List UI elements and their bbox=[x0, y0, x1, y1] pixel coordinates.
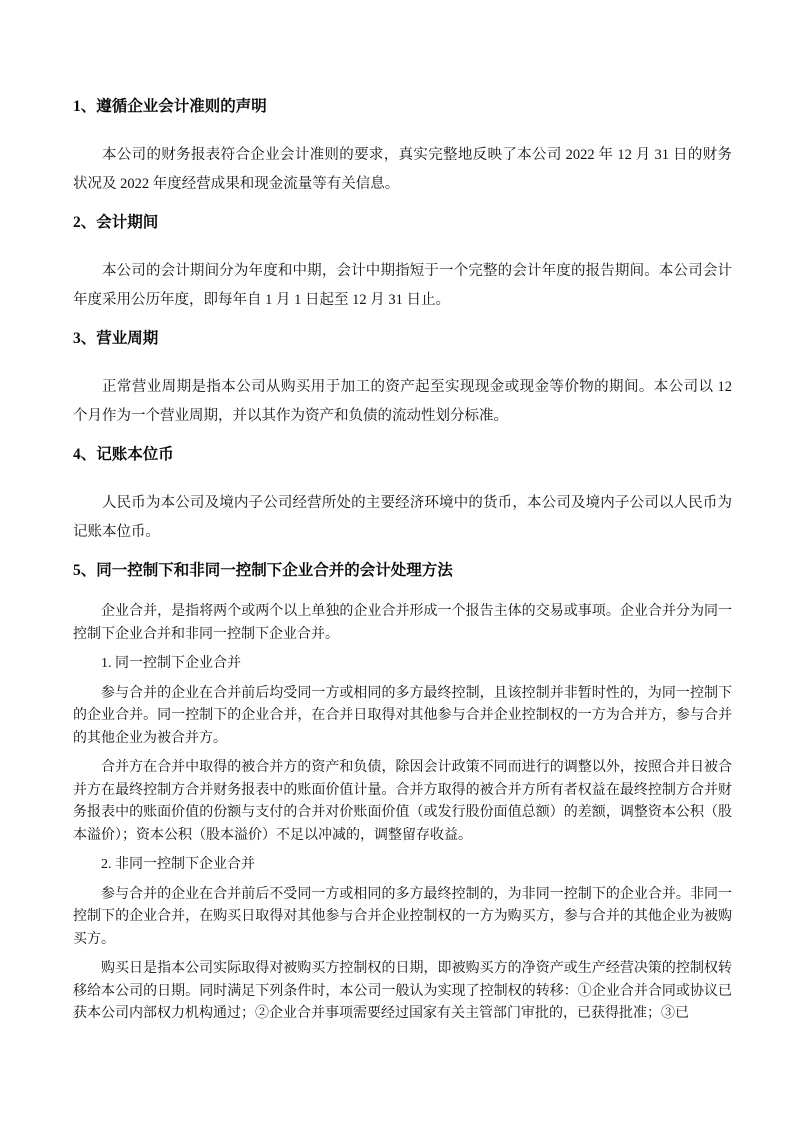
paragraph: 人民币为本公司及境内子公司经营所处的主要经济环境中的货币，本公司及境内子公司以人民币为记账本位币。 bbox=[73, 495, 732, 540]
paragraph: 合并方在合并中取得的被合并方的资产和负债，除因会计政策不同而进行的调整以外，按照合并日被合并方在最终控制方合并财务报表中的账面价值计量。合并方取得的被合并方所有者权益在最终控制方合并财务报表中的账面价值的份额与支付的合并对价账面价值（或发行股份面值总额）的差额，调整资本公积（股本溢价）；资本公积（股本溢价）不足以冲减的，调整留存收益。 bbox=[73, 760, 732, 843]
paragraph: 正常营业周期是指本公司从购买用于加工的资产起至实现现金或现金等价物的期间。本公司以 12 个月作为一个营业周期，并以其作为资产和负债的流动性划分标准。 bbox=[73, 379, 732, 424]
section-operating-cycle bbox=[73, 329, 732, 431]
paragraph: 参与合并的企业在合并前后不受同一方或相同的多方最终控制的，为非同一控制下的企业合并。非同一控制下的企业合并，在购买日取得对其他参与合并企业控制权的一方为购买方，参与合并的其他企业为被购买方。 bbox=[73, 886, 732, 947]
paragraph: 本公司的会计期间分为年度和中期，会计中期指短于一个完整的会计年度的报告期间。本公司会计年度采用公历年度，即每年自 1 月 1 日起至 12 月 31 日止。 bbox=[73, 263, 732, 308]
paragraph: 本公司的财务报表符合企业会计准则的要求，真实完整地反映了本公司 2022 年 12 月 31 日的财务状况及 2022 年度经营成果和现金流量等有关信息。 bbox=[73, 147, 732, 192]
paragraph: 参与合并的企业在合并前后均受同一方或相同的多方最终控制，且该控制并非暂时性的，为同一控制下的企业合并。同一控制下的企业合并，在合并日取得对其他参与合并企业控制权的一方为合并方，参与合并的其他企业为被合并方。 bbox=[73, 685, 732, 746]
section-business-combinations bbox=[73, 561, 732, 1026]
section-heading: 3、营业周期 bbox=[73, 330, 159, 347]
section-heading: 4、记账本位币 bbox=[73, 446, 174, 463]
section-functional-currency bbox=[73, 445, 732, 547]
section-heading: 2、会计期间 bbox=[73, 214, 159, 231]
section-accounting-standards-statement bbox=[73, 97, 732, 199]
paragraph: 企业合并，是指将两个或两个以上单独的企业合并形成一个报告主体的交易或事项。企业合并分为同一控制下企业合并和非同一控制下企业合并。 bbox=[73, 604, 732, 642]
paragraph: 购买日是指本公司实际取得对被购买方控制权的日期，即被购买方的净资产或生产经营决策的控制权转移给本公司的日期。同时满足下列条件时，本公司一般认为实现了控制权的转移：①企业合并合同或协议已获本公司内部权力机构通过；②企业合并事项需要经过国家有关主管部门审批的，已获得批准；③已 bbox=[73, 961, 732, 1021]
subheading-same-control: 1. 同一控制下企业合并 bbox=[101, 656, 241, 671]
subheading-non-same-control: 2. 非同一控制下企业合并 bbox=[101, 857, 255, 872]
section-accounting-period bbox=[73, 213, 732, 315]
section-heading: 5、同一控制下和非同一控制下企业合并的会计处理方法 bbox=[73, 562, 453, 579]
section-heading: 1、遵循企业会计准则的声明 bbox=[73, 98, 267, 115]
